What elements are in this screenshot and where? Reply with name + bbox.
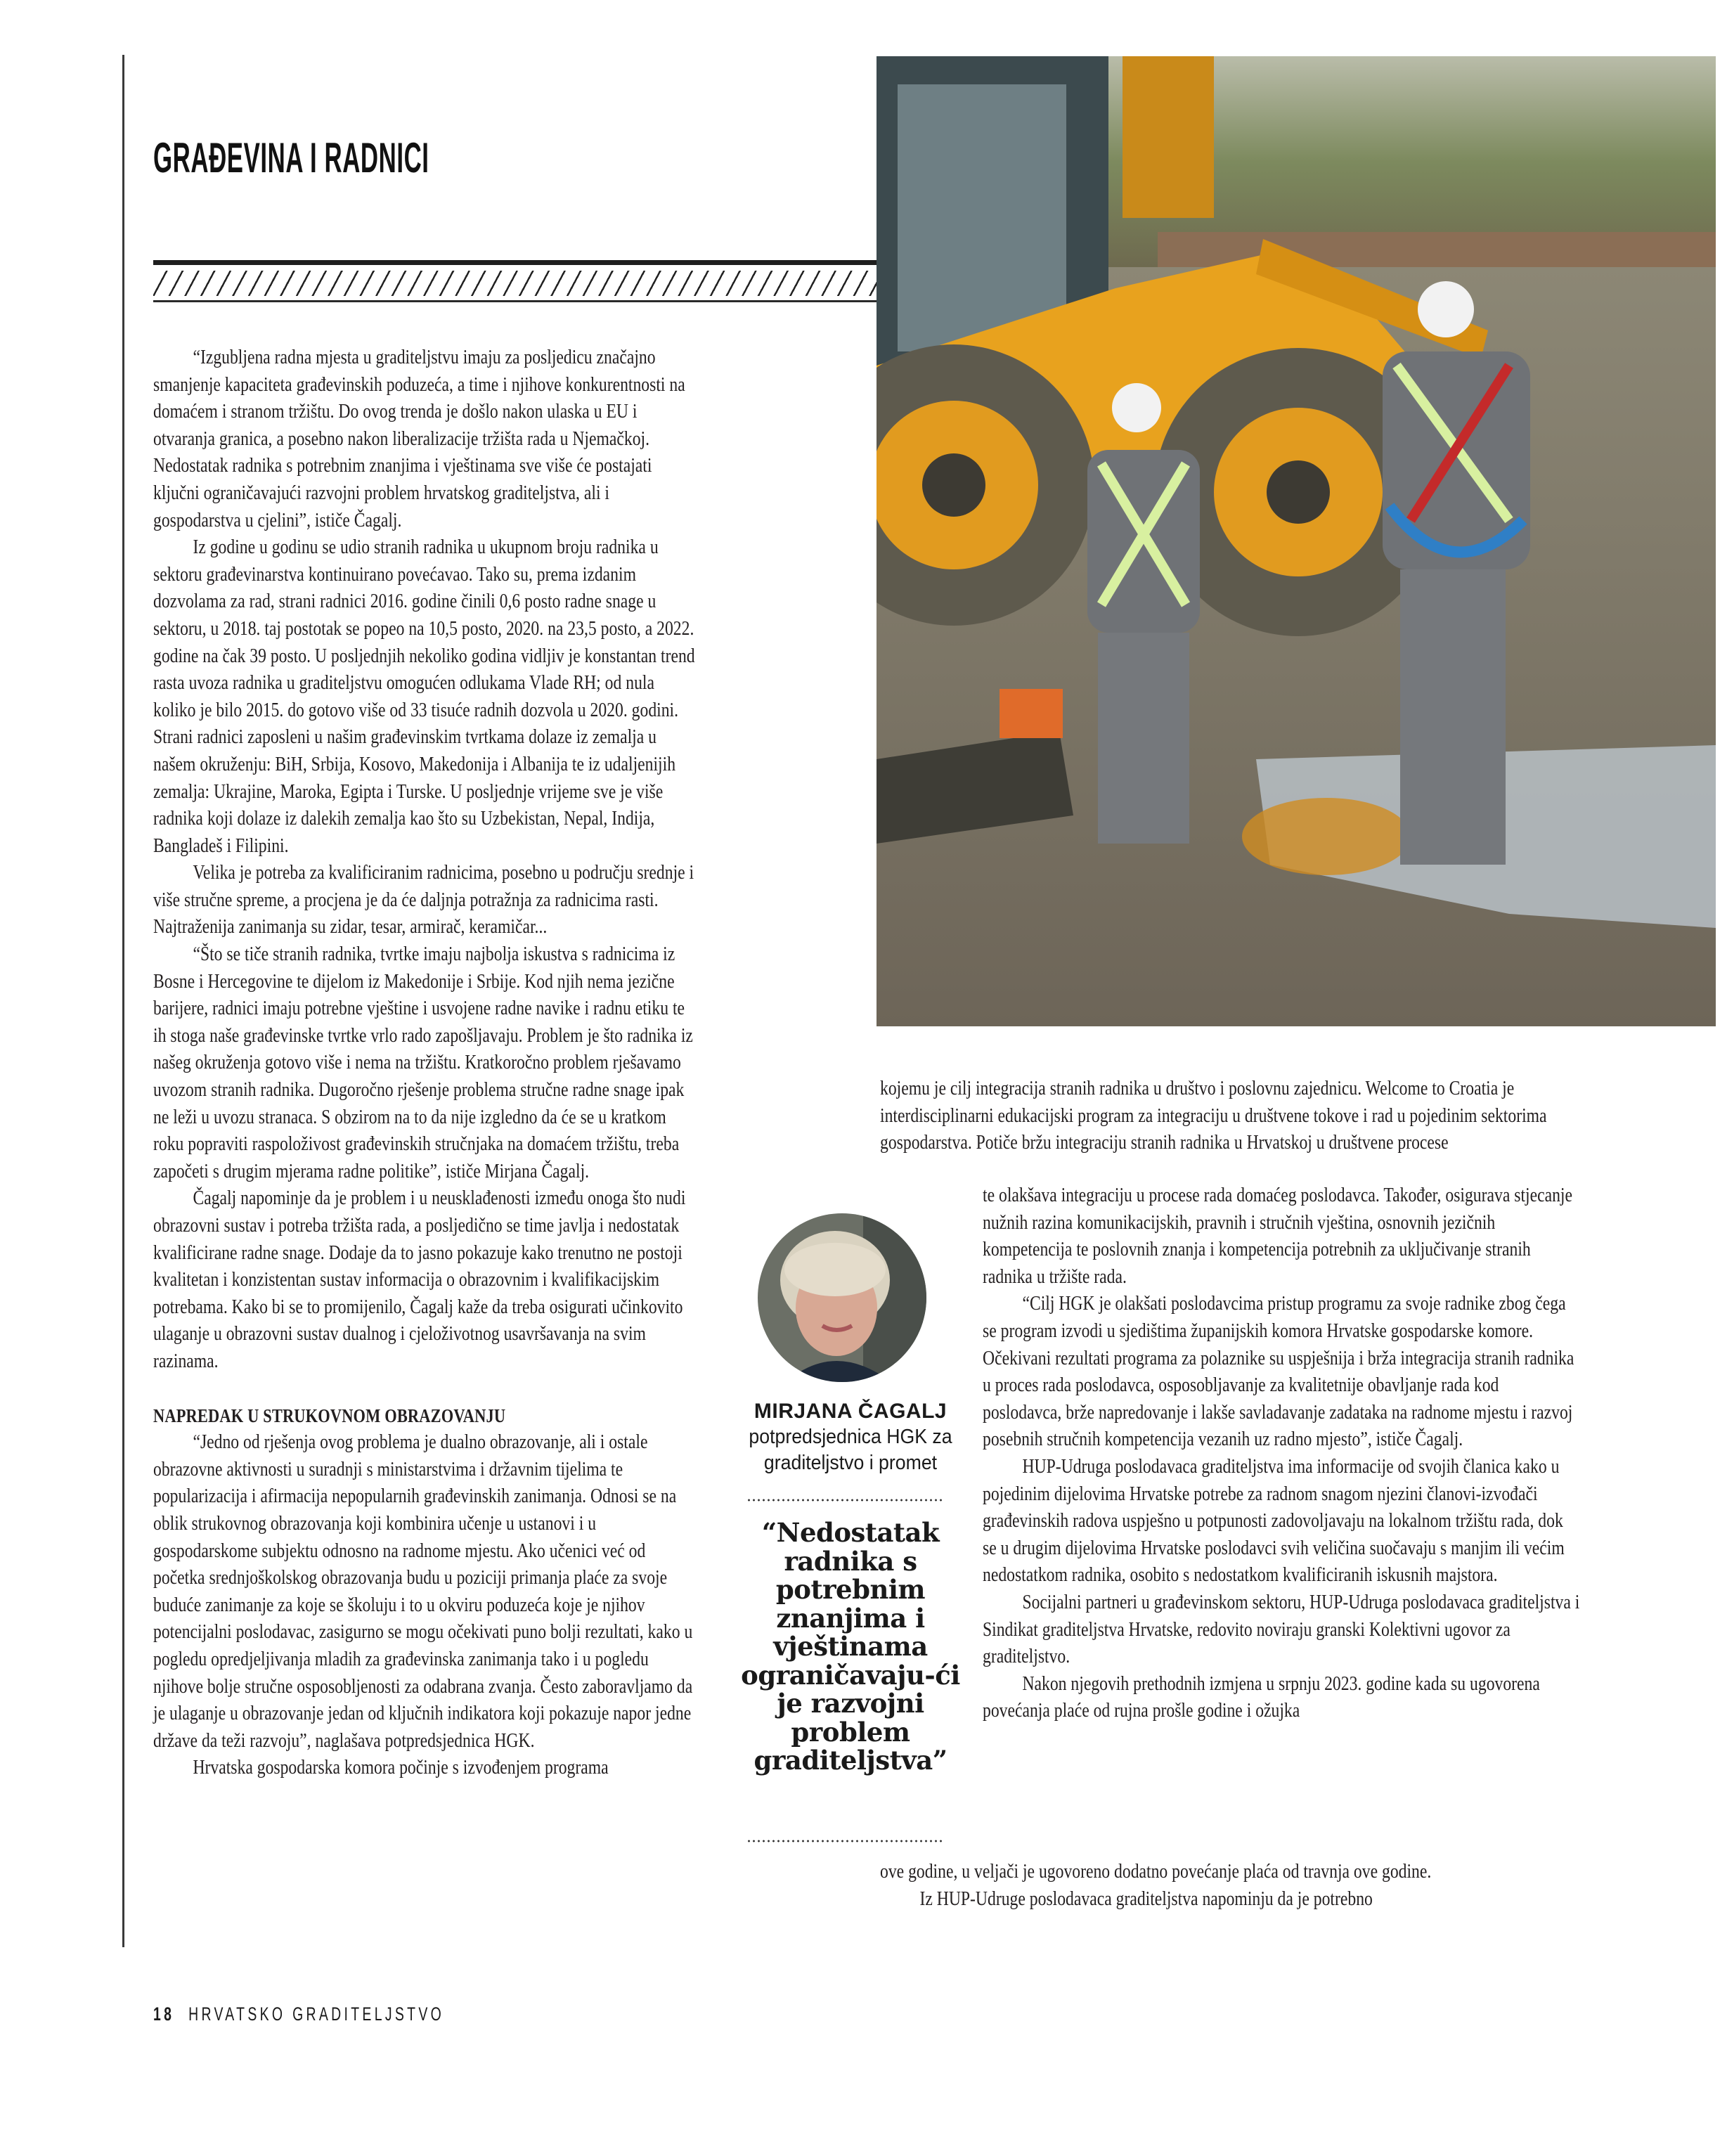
dotted-separator-top	[746, 1499, 945, 1502]
left-margin-rule	[122, 55, 124, 1947]
paragraph: kojemu je cilj integracija stranih radnika u društvo i poslovnu zajednicu. Welcome to Croatia je interdisciplinarni edukacijski program za integraciju u društvene tokove i rad u pojedinim sektorima gospodarstva. Potiče bržu integraciju stranih radnika u Hrvatskoj u društvene procese	[880, 1078, 1547, 1154]
paragraph: te olakšava integraciju u procese rada domaćeg poslodavca. Također, osigurava stjecanje nužnih razina komunikacijskih, pravnih i stručnih vještina, osnovnih jezičnih kompetencija te poslovnih znanja i kompetencija potrebnih za uključivanje stranih radnika u tržište rada.	[983, 1184, 1573, 1288]
paragraph: HUP-Udruga poslodavaca graditeljstva ima informacije od svojih članica kako u pojedinim dijelovima Hrvatske potrebe za radnom snagom njezini članovi-izvođači građevinskih radova uspješno u potpunosti zadovoljavaju na lokalnom tržištu rada, dok se u drugim dijelovima Hrvatske poslodavci svih veličina suočavaju s manjim ili većim nedostatkom radnika, osobito s nedostatkom kvalificiranih iskusnih majstora.	[983, 1455, 1565, 1587]
portrait-caption	[731, 1399, 970, 1476]
publication-name: HRVATSKO GRADITELJSTVO	[188, 2003, 445, 2025]
subheading: NAPREDAK U STRUKOVNOM OBRAZOVANJU	[153, 1405, 506, 1426]
paragraph: Iz godine u godinu se udio stranih radnika u ukupnom broju radnika u sektoru građevinarstva kontinuirano povećavao. Tako su, prema izdanim dozvolama za rad, strani radnici 2016. godine činili 0,6 posto radne snage u sektoru, u 2018. taj postotak se popeo na 10,5 posto, 2020. na 23,5 posto, a 2022. godine na čak 39 posto. U posljednjih nekoliko godina vidljiv je konstantan trend rasta uvoza radnika u graditeljstvu omogućen odlukama Vlade RH; od nula koliko je bilo 2015. do gotovo više od 33 tisuće radnih dozvola u 2020. godini. Strani radnici zaposleni u našim građevinskim tvrtkama dolaze iz zemalja u našem okruženju: BiH, Srbija, Kosovo, Makedonija i Albanija te iz udaljenijih zemalja: Ukrajine, Maroka, Egipta i Turske. U posljednje vrijeme sve je više radnika koji dolaze iz dalekih zemalja kao što su Uzbekistan, Nepal, Indija, Bangladeš i Filipini.	[153, 536, 695, 857]
page-number: 18	[153, 2003, 175, 2025]
pull-quote: “Nedostatak radnika s potrebnim znanjima i vještinama ograničavaju-ći je razvojni problem graditeljstva”	[741, 1517, 960, 1776]
paragraph: “Izgubljena radna mjesta u graditeljstvu imaju za posljedicu značajno smanjenje kapaciteta građevinskih poduzeća, a time i njihove konkurentnosti na domaćem i stranom tržištu. Do ovog trenda je došlo nakon ulaska u EU i otvaranja granica, a posebno nakon liberalizacije tržišta rada u Njemačkoj. Nedostatak radnika s potrebnim znanjima i vještinama sve više će postajati ključni ograničavajući razvojni problem hrvatskog graditeljstva, ali i gospodarstva u cjelini”, ističe Čagalj.	[153, 347, 685, 531]
paragraph: Hrvatska gospodarska komora počinje s izvođenjem programa	[193, 1757, 609, 1779]
paragraph: “Cilj HGK je olakšati poslodavcima pristup programu za svoje radnike zbog čega se program izvodi u sjedištima županijskih komora Hrvatske gospodarske komore. Očekivani rezultati programa za polaznike su uspješnija i brža integracija stranih radnika u proces rada poslodavca, osposobljavanje za kvalitetnije obavljanje rada kod poslodavca, brže napredovanje i lakše savladavanje zadataka na radnome mjestu i razvoj posebnih stručnih kompetencija vezanih uz radno mjesto”, ističe Čagalj.	[983, 1293, 1574, 1451]
page-footer	[153, 2003, 444, 2025]
divider-thick-line	[153, 260, 877, 265]
paragraph: “Što se tiče stranih radnika, tvrtke imaju najbolja iskustva s radnicima iz Bosne i Hercegovine te dijelom iz Makedonije i Srbije. Kod njih nema jezične barijere, radnici imaju potrebne vještine i usvojene radne navike i radnu etiku te ih stoga naše građevinske tvrtke vrlo rado zapošljavaju. Problem je što radnika iz našeg okruženja gotovo više i nema na tržištu. Kratkoročno problem rješavamo uvozom stranih radnika. Dugoročno rješenje problema stručne radne snage ipak ne leži u uvozu stranaca. S obzirom na to da nije izgledno da će se u kratkom roku popraviti raspoloživost građevinskih stručnjaka na domaćem tržištu, treba započeti s drugim mjerama radne politike”, ističe Mirjana Čagalj.	[153, 943, 693, 1182]
paragraph: “Jedno od rješenja ovog problema je dualno obrazovanje, ali i ostale obrazovne aktivnosti u suradnji s ministarstvima i državnim tijelima te popularizacija i afirmacija nepopularnih građevinskih zanimanja. Odnosi se na oblik strukovnog obrazovanja koji kombinira učenje u ustanovi i u gospodarskome subjektu odnosno na radnome mjestu. Ako učenici već od početka srednjoškolskog obrazovanja budu u poziciji primanja plaće za svoje buduće zanimanje za koje se školuju i to u okviru poduzeća koje je njihov potencijalni poslodavac, zasigurno se mogu očekivati puno bolji rezultati, kako u pogledu opredjeljivanja mladih za građevinska zanimanja tako i u pogledu njihove bolje stručne osposobljenosti za odabrana zvanja. Često zaboravljamo da je ulaganje u obrazovanje jedan od ključnih indikatora koji pokazuje napor jedne države da teži razvoju”, naglašava potpredsjednica HGK.	[153, 1431, 693, 1752]
author-portrait	[758, 1213, 926, 1382]
right-column-top	[880, 1076, 1580, 1157]
section-title: GRAĐEVINA I RADNICI	[153, 134, 429, 181]
person-role: potpredsjednica HGK za graditeljstvo i promet	[749, 1426, 952, 1474]
construction-site-image	[877, 56, 1716, 1026]
portrait-image	[758, 1213, 926, 1382]
divider-thin-line	[153, 300, 877, 302]
paragraph: Čagalj napominje da je problem i u neusklađenosti između onoga što nudi obrazovni sustav i potreba tržišta rada, a posljedično se time javlja i nedostatak kvalificirane radne snage. Dodaje da to jasno pokazuje kako trenutno ne postoji kvalitetan i konzistentan sustav informacija o obrazovnim i kvalifikacijskim potrebama. Kako bi se to promijenilo, Čagalj kaže da treba osigurati učinkovito ulaganje u obrazovni sustav dualnog i cjeloživotnog usavršavanja na svim razinama.	[153, 1187, 686, 1372]
wheel-reflection	[1242, 798, 1411, 875]
paragraph: Nakon njegovih prethodnih izmjena u srpnju 2023. godine kada su ugovorena povećanja plaće od rujna prošle godine i ožujka	[983, 1672, 1540, 1722]
paragraph: Velika je potreba za kvalificiranim radnicima, posebno u području srednje i više stručne spreme, a procjena je da će daljnja potražnja za radnicima rasti. Najtraženija zanimanja su zidar, tesar, armirač, keramičar...	[153, 862, 694, 938]
paragraph: ove godine, u veljači je ugovoreno dodatno povećanje plaća od travnja ove godine.	[880, 1861, 1432, 1883]
right-column-main	[983, 1182, 1581, 1725]
paragraph: Iz HUP-Udruge poslodavaca graditeljstva napominju da je potrebno	[919, 1887, 1373, 1910]
divider-hatch-pattern	[153, 271, 877, 296]
title-divider-band	[153, 260, 877, 302]
article-photo	[877, 56, 1716, 1026]
right-column-bottom	[880, 1859, 1592, 1913]
paragraph: Socijalni partneri u građevinskom sektoru, HUP-Udruga poslodavaca graditeljstva i Sindikat graditeljstva Hrvatske, redovito noviraju granski Kolektivni ugovor za graditeljstvo.	[983, 1591, 1580, 1668]
dotted-separator-bottom	[746, 1840, 945, 1842]
person-name: MIRJANA ČAGALJ	[753, 1400, 947, 1423]
